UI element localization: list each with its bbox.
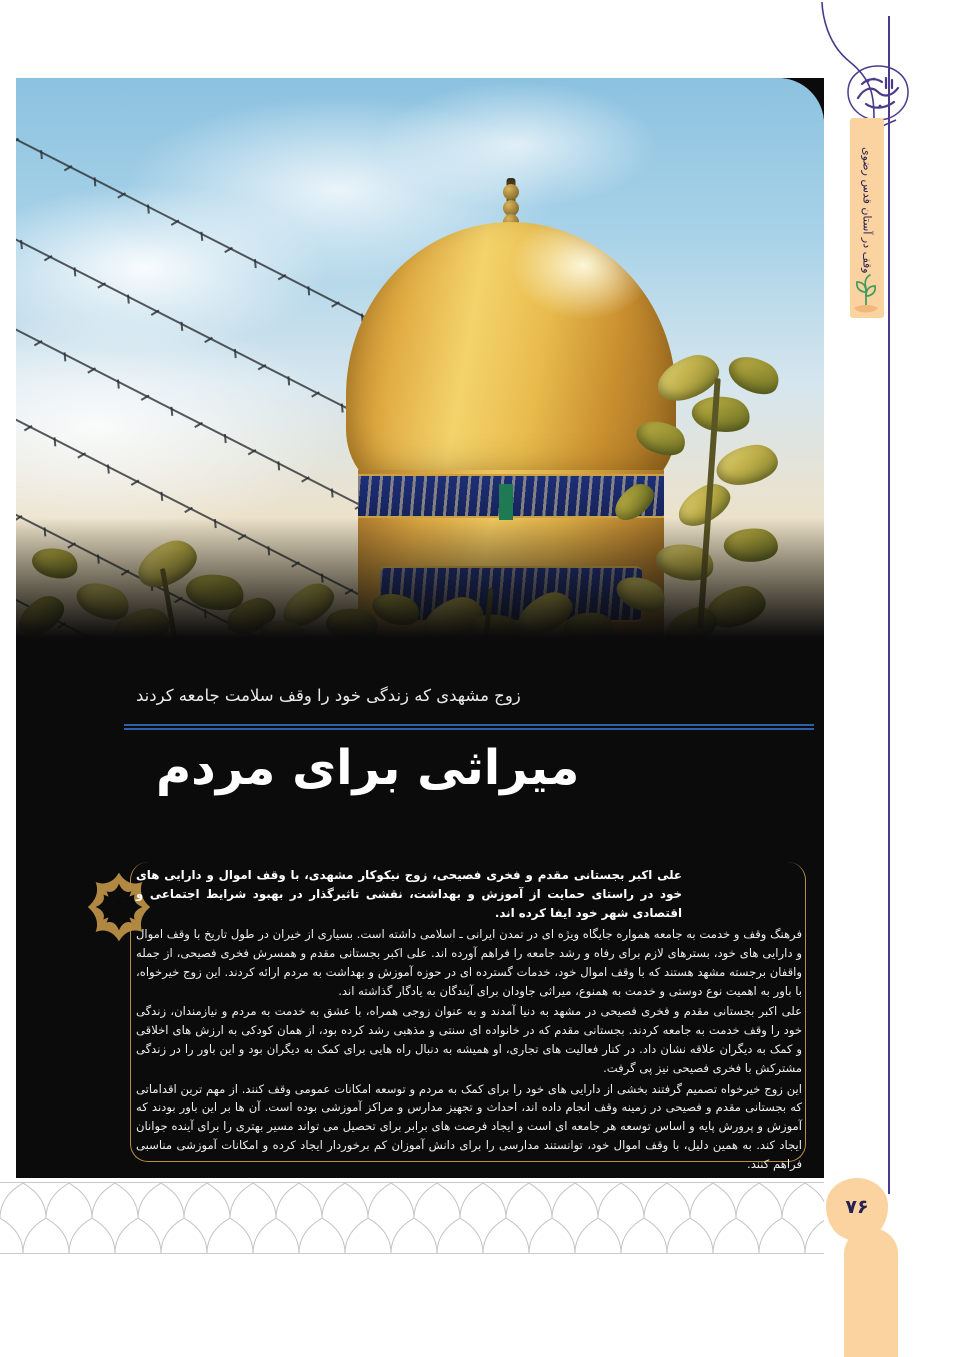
ogee-arch (644, 1183, 690, 1218)
ogee-arch (138, 1183, 184, 1218)
ogee-arch (115, 1218, 161, 1253)
ogee-arch (460, 1183, 506, 1218)
article-body (136, 866, 802, 1175)
ornament-band (0, 1182, 824, 1254)
ogee-arch (322, 1183, 368, 1218)
page-number: ۷۶ (845, 1196, 869, 1218)
sidebar-vertical-rule (888, 16, 890, 1194)
ogee-arch (184, 1183, 230, 1218)
article-paragraph: این زوج خیرخواه تصمیم گرفتند بخشی از دارایی های خود را برای کمک به مردم و توسعه امکانات عمومی وقف کنند. از مهم ترین اقداماتی که بجستانی مقدم و فصیحی در زمینه وقف انجام داده اند، احداث و تجهیز مدارس و مراکز آموزشی بوده است. آن ها بر این باور بودند که آموزش و پرورش پایه و اساس توسعه هر جامعه ای است و ایجاد فرصت های برابر برای تحصیل می تواند مسیر بهتری را برای آینده جوانان ایجاد کند. به همین دلیل، با وقف اموال خود، توانستند مدارسی را برای دانش آموزان کم برخوردار ایجاد کرده و امکانات آموزشی مناسبی فراهم کنند. (136, 1081, 802, 1171)
sidebar-section-label: وقف در آستان قدس رضوی (860, 146, 874, 274)
article-paragraph: علی اکبر بجستانی مقدم و فخری فصیحی در مشهد به دنیا آمدند و به عنوان زوجی همراه، با عشق به خدمت به مردم و نیازمندان، زندگی خود را وقف خدمت به جامعه کردند. بجستانی مقدم که در خانواده ای سنتی و مذهبی رشد کرده بود، از همان کودکی به ارزش های اخلاقی و کمک به دیگران علاقه نشان داد. در کنار فعالیت های تجاری، او همیشه به دنبال راه هایی برای کمک به دیگران بود و این باور را در زندگی مشترکش با فخری فصیحی نیز پی گرفت. (136, 1004, 802, 1075)
ogee-arch (276, 1183, 322, 1218)
ogee-arch (736, 1183, 782, 1218)
ogee-arch (230, 1183, 276, 1218)
ogee-arch (805, 1218, 824, 1253)
article-panel (16, 78, 824, 1178)
ogee-arch (529, 1218, 575, 1253)
ogee-arch (782, 1183, 824, 1218)
ogee-arch (414, 1183, 460, 1218)
dome-cupola (346, 222, 676, 492)
ogee-arch (161, 1218, 207, 1253)
ogee-arch (46, 1183, 92, 1218)
ogee-arch (437, 1218, 483, 1253)
ogee-arch (207, 1218, 253, 1253)
seedling-in-hand-icon (850, 272, 882, 318)
ogee-arch (253, 1218, 299, 1253)
ogee-arch (506, 1183, 552, 1218)
headline-zone (16, 638, 824, 838)
ogee-arch (368, 1183, 414, 1218)
title-divider-rule (124, 724, 814, 730)
publication-sidebar (824, 0, 966, 1357)
ogee-arch (0, 1218, 23, 1253)
ogee-arch (0, 1183, 46, 1218)
article-paragraph: فرهنگ وقف و خدمت به جامعه همواره جایگاه ویژه ای در تمدن ایرانی ـ اسلامی داشته است. بسیاری از خیران در طول تاریخ با وقف اموال و دارایی های خود، بسترهای لازم برای رفاه و رشد جامعه را فراهم آورده اند. علی اکبر بجستانی مقدم و همسرش فخری فصیحی، از جمله واقفان برجسته مشهد هستند که با وقف اموال خود، خدمات گسترده ای در حوزه آموزش و بهداشت به مردم ارائه کردند. این زوج خیرخواه، با باور به اهمیت نوع دوستی و خدمت به همنوع، میراثی جاودان برای آیندگان به یادگار گذاشته اند. (136, 927, 802, 998)
ogee-arch (759, 1218, 805, 1253)
ogee-arch (690, 1183, 736, 1218)
article-paragraph-lead: علی اکبر بجستانی مقدم و فخری فصیحی، زوج نیکوکار مشهدی، با وقف اموال و دارایی های خود در راستای حمایت از آموزش و بهداشت، نقشی تاثیرگذار در بهبود شرایط اجتماعی و اقتصادی شهر خود ایفا کرده اند. (136, 868, 682, 921)
article-subtitle: زوج مشهدی که زندگی خود را وقف سلامت جامعه کردند (136, 686, 521, 705)
ogee-arch (713, 1218, 759, 1253)
ogee-arch (92, 1183, 138, 1218)
calligraphy-band-upper (358, 474, 664, 518)
ogee-arch (483, 1218, 529, 1253)
ogee-arch (667, 1218, 713, 1253)
sidebar-footer-block (844, 1228, 898, 1357)
hero-photo (16, 78, 824, 638)
ogee-arch (391, 1218, 437, 1253)
ogee-arch (575, 1218, 621, 1253)
ogee-arch (23, 1218, 69, 1253)
article-title: میراثی برای مردم (156, 740, 580, 796)
ogee-arch (598, 1183, 644, 1218)
ogee-arch (299, 1218, 345, 1253)
ogee-arch (552, 1183, 598, 1218)
ogee-arch (69, 1218, 115, 1253)
photo-gradient-fade (16, 518, 824, 638)
ogee-arch (621, 1218, 667, 1253)
ogee-arch (345, 1218, 391, 1253)
